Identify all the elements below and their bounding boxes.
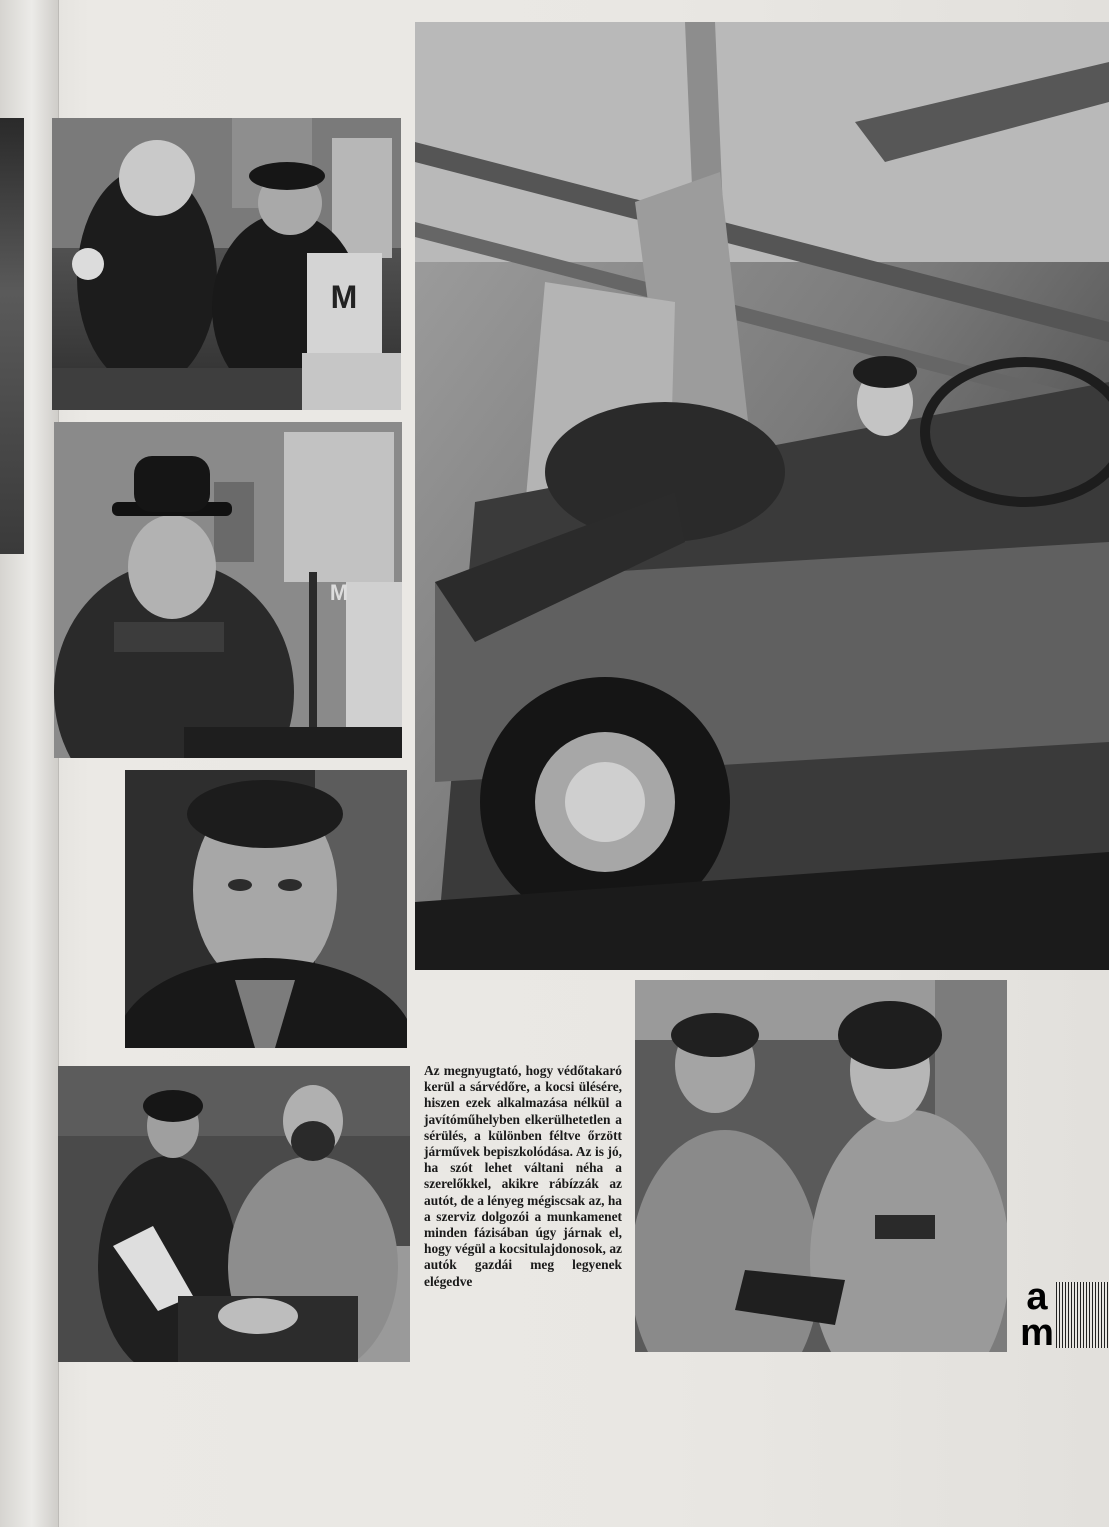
photo-mechanics-paperwork bbox=[635, 980, 1007, 1352]
photo-caption: Az megnyugtató, hogy védőtakaró kerül a sárvédőre, a kocsi ülésére, hiszen ezek alkalmazása nélkül a javítóműhelyben elkerülhetetlen a sérülés, a különben féltve őrzött járművek bepiszkolódása. Az is jó, ha szót lehet váltani néha a szerelőkkel, akikre rábízzák az autót, de a lényeg mégiscsak az, ha a szerviz dolgozói a munkamenet minden fázisában úgy járnak el, hogy végül a kocsitulajdonosok, az autók gazdái meg legyenek elégedve bbox=[424, 1063, 622, 1289]
photo-two-men-at-counter bbox=[52, 118, 401, 410]
photo-man-portrait bbox=[125, 770, 407, 1048]
logo-letter-a: a bbox=[1026, 1276, 1048, 1318]
logo-stripes bbox=[1056, 1282, 1109, 1348]
photo-two-mechanics bbox=[58, 1066, 410, 1362]
logo-letter-m: m bbox=[1020, 1312, 1054, 1354]
previous-page-photo-edge bbox=[0, 118, 24, 554]
oil-can-letter: M bbox=[330, 279, 358, 315]
wall-sign-letter: M bbox=[329, 580, 349, 605]
photo-man-in-hat bbox=[54, 422, 402, 758]
logo-letters bbox=[1018, 1276, 1056, 1354]
photo-car-on-lift bbox=[415, 22, 1109, 970]
magazine-logo bbox=[1018, 1276, 1109, 1354]
